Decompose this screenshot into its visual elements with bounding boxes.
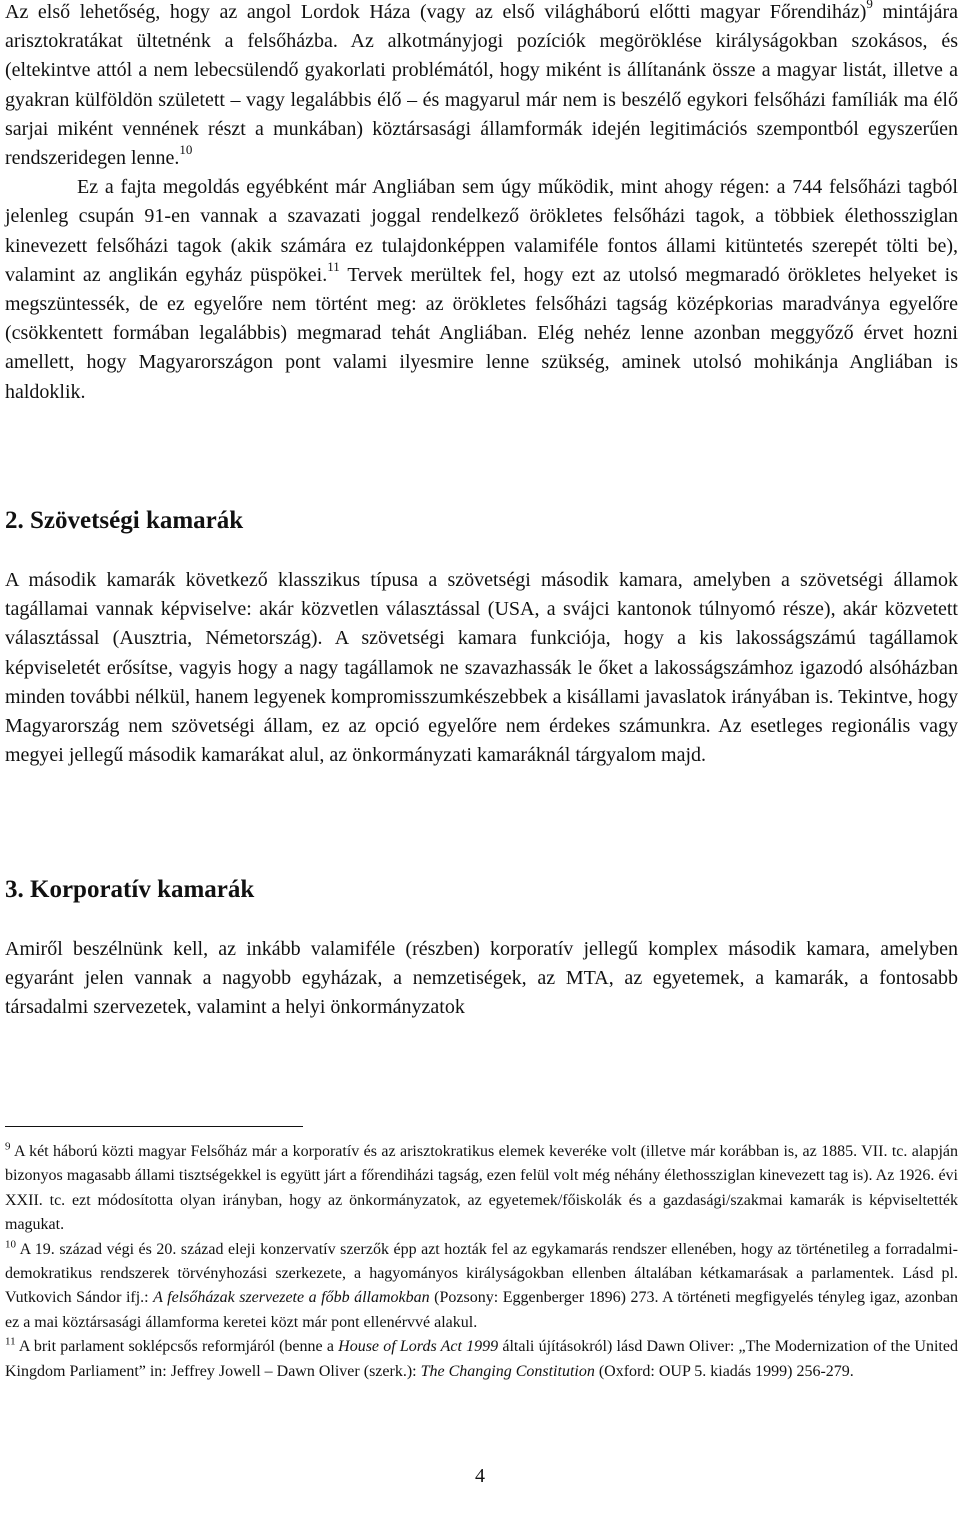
footnote-11: $^{11}$ A brit parlament soklépcsős reformjáról (benne a House of Lords Act 1999 általi újításokról) lásd Dawn Oliver: „The Modernization of the United Kingdom Parliament” in: Jeffrey Jowell – Dawn Oliver (szerk.): The Changing Constitution (Oxford: OUP 5. kiadás 1999) 256-279. [5, 1335, 958, 1380]
footnotes [5, 1140, 958, 1384]
section-2-heading: 2. Szövetségi kamarák [5, 507, 244, 534]
footnote-11-book-title: The Changing Constitution [420, 1362, 595, 1380]
paragraph-federal-chambers: A második kamarák következő klasszikus típusa a szövetségi második kamara, amelyben a szövetségi államok tagállamai vannak képviselve: akár közvetlen választással (USA, a svájci kantonok túlnyomó része), akár közvetett választással (Ausztria, Németország). A szövetségi kamara funkciója, hogy a kis lakosságszámú tagállamok képviseletét erősítse, vagyis hogy a nagy tagállamok ne szavazhassák le őket a lakosságszámhoz igazodó alsóházban minden további nélkül, hanem legyenek kompromisszumkészebbek a kisállami javaslatok irányában is. Tekintve, hogy Magyarország nem szövetségi állam, ez az opció egyelőre nem érdekes számunkra. Az esetleges regionális vagy megyei jellegű második kamarákat alul, az önkormányzati kamaráknál tárgyalom majd. [5, 569, 958, 767]
footnote-10-number: 10 [5, 1238, 16, 1251]
section-3-body [5, 935, 958, 1023]
section-2-body [5, 566, 958, 770]
footnote-ref-11[interactable]: 11 [327, 259, 340, 275]
footnote-11-number: 11 [5, 1335, 16, 1348]
page-number: 4 [475, 1465, 485, 1487]
footnote-9-number: 9 [5, 1140, 11, 1153]
paragraph-first-option: Az első lehetőség, hogy az angol Lordok Háza (vagy az első világháború előtti magyar Főrendiház)$^9$ mintájára arisztokratákat ültetnénk a felsőházba. Az alkotmányjogi pozíciók megöröklése királyságokban szokásos, és (eltekintve attól a nem lebecsülendő gyakorlati problémától, hogy miként is állítanánk össze a magyar listát, illetve a gyakran külföldön született – vagy legalábbis élő – és magyarul már nem is beszélő egykori felsőházi famíliák ma élő sarjai miként vennének részt a munkában) köztársasági államformák idején legitimációs szempontból egyszerűen rendszeridegen lenne.$^{10}$ [5, 0, 958, 173]
footnote-ref-9[interactable]: 9 [866, 0, 873, 12]
section-1-body [5, 0, 958, 407]
footnote-9: $^9$ A két háború közti magyar Felsőház már a korporatív és az arisztokratikus elemek keveréke volt (illetve már korábban is, az 1885. VII. tc. alapján bizonyos magasabb állami tisztségekkel is együtt járt a főrendiházi tagság, ezen felül volt még néhány élethossziglan kinevezett tag is). Az 1926. évi XXII. tc. ezt módosította olyan irányban, hogy az önkormányzatok, az egyetemek/főiskolák és a gazdasági/szakmai kamarák is képviseltették magukat. [5, 1140, 958, 1234]
footnote-separator [5, 1126, 303, 1127]
paragraph-england: Ez a fajta megoldás egyébként már Angliában sem úgy működik, mint ahogy régen: a 744 felsőházi tagból jelenleg csupán 91-en vannak a szavazati joggal rendelkező örökletes felsőházi tagok, a többiek élethossziglan kinevezett felsőházi tagok (akik számára ez tulajdonképpen valamiféle fontos állami kitüntetés szerepét tölti be), valamint az anglikán egyház püspökei.$^{11}$ Tervek merültek fel, hogy ezt az utolsó megmaradó örökletes helyeket is megszüntessék, de ez egyelőre nem történt meg: az örökletes felsőházi tagság középkorias maradványa egyelőre (csökkentett formában legalábbis) megmarad tehát Angliában. Elég nehéz lenne azonban meggyőző érvet hozni amellett, hogy Magyarországon pont valami ilyesmire lenne szükség, aminek utolsó mohikánja Angliában is haldoklik. [5, 176, 959, 403]
footnote-10-title: A felsőházak szervezete a főbb államokban [153, 1289, 430, 1307]
footnote-11-act-title: House of Lords Act 1999 [338, 1338, 499, 1356]
section-3-heading: 3. Korporatív kamarák [5, 876, 255, 903]
footnote-10: $^{10}$ A 19. század végi és 20. század eleji konzervatív szerzők épp azt hozták fel az egykamarás rendszer ellenében, hogy az történetileg a forradalmi-demokratikus rendszerek törvényhozási szerkezete, a hagyományos királyságokban ellenben általában kétkamarásak a parlamentek. Lásd pl. Vutkovich Sándor ifj.: A felsőházak szervezete a főbb államokban (Pozsony: Eggenberger 1896) 273. A történeti megfigyelés tényleg igaz, azonban ez a mai köztársasági államforma keretei közt már pont ellenérvvé alakul. [5, 1238, 958, 1331]
footnote-ref-10[interactable]: 10 [179, 142, 193, 158]
paragraph-corporative-chambers: Amiről beszélnünk kell, az inkább valamiféle (részben) korporatív jellegű komplex második kamara, amelyben egyaránt jelen vannak a nagyobb egyházak, a nemzetiségek, az MTA, az egyetemek, a kamarák, a fontosabb társadalmi szervezetek, valamint a helyi önkormányzatok [5, 938, 958, 1019]
